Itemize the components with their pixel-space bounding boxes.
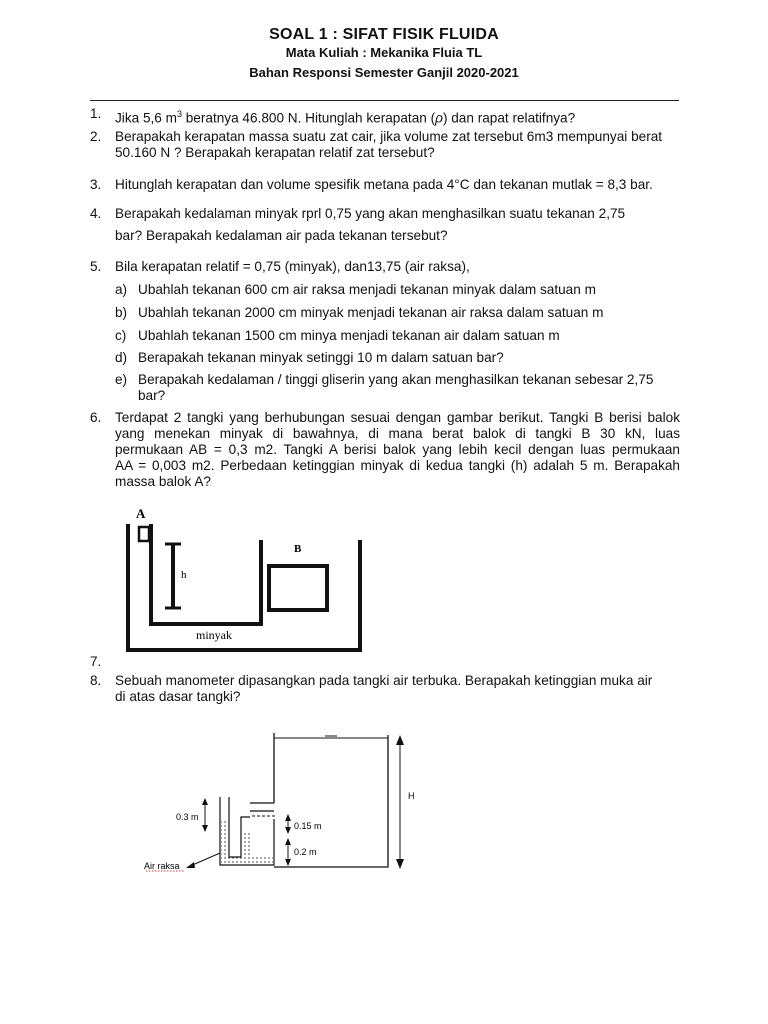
question-text: [115, 106, 680, 127]
question-number: 2.: [90, 129, 102, 144]
question-line: Berapakah kerapatan massa suatu zat cair, jika volume zat tersebut 6m3 mempunyai berat: [115, 129, 663, 144]
question-number: 1.: [90, 106, 102, 121]
arrow-head: [285, 814, 291, 821]
arrow-head: [285, 827, 291, 834]
mercury-bottom: [229, 857, 273, 865]
block-a: [139, 527, 149, 541]
subquestion-d: [115, 350, 680, 366]
superscript: 3: [176, 109, 182, 119]
subquestion-text: [138, 372, 680, 404]
connection-pipe: [250, 803, 274, 811]
subquestion-letter: b): [115, 305, 128, 320]
question-text-part: ) dan rapat relatifnya?: [442, 110, 576, 126]
question-line: AA = 0,003 m2. Perbedaan ketinggian minyak di kedua tangki (h) adalah 5 m. Berapakah: [115, 458, 680, 473]
question-line: 50.160 N ? Berapakah kerapatan relatif zat tersebut?: [115, 145, 435, 160]
question-8: [90, 673, 680, 705]
question-number: 3.: [90, 177, 102, 192]
arrow-head: [202, 798, 208, 805]
question-4: [90, 206, 680, 244]
subquestion-text: Berapakah tekanan minyak setinggi 10 m dalam satuan bar?: [138, 350, 504, 365]
question-number: 7.: [90, 654, 102, 669]
question-text-part: Jika 5,6 m: [115, 110, 177, 126]
question-text: [115, 129, 680, 161]
question-line: di atas dasar tangki?: [115, 689, 241, 704]
oil-label: minyak: [196, 628, 232, 642]
dimension-0.2-label: 0.2 m: [294, 847, 317, 857]
arrow-head: [285, 859, 291, 866]
arrow-head: [186, 862, 195, 868]
subquestion-a: [115, 282, 680, 298]
height-label: h: [181, 569, 187, 581]
subquestion-line: Berapakah kedalaman / tinggi gliserin yang akan menghasilkan tekanan sebesar 2,75: [138, 372, 654, 387]
subquestion-letter: a): [115, 282, 128, 297]
page-title: SOAL 1 : SIFAT FISIK FLUIDA: [269, 26, 499, 43]
mercury-left-column: [221, 821, 229, 865]
question-5: [90, 259, 680, 275]
question-line: bar? Berapakah kedalaman air pada tekanan tersebut?: [115, 228, 448, 243]
subquestion-letter: e): [115, 372, 128, 387]
depth-arrow-head-bottom: [396, 859, 404, 869]
question-line: massa balok A?: [115, 474, 211, 489]
dimension-0.3-label: 0.3 m: [176, 812, 199, 822]
question-text: [115, 206, 680, 244]
subquestion-text: Ubahlah tekanan 1500 cm minya menjadi tekanan air dalam satuan m: [138, 328, 560, 343]
subquestion-text: Ubahlah tekanan 600 cm air raksa menjadi tekanan minyak dalam satuan m: [138, 282, 596, 297]
question-text-part: beratnya 46.800 N. Hitunglah kerapatan (: [181, 110, 436, 126]
question-line: Sebuah manometer dipasangkan pada tangki air terbuka. Berapakah ketinggian muka air: [115, 673, 653, 688]
subquestion-line: bar?: [138, 388, 166, 403]
tanks-diagram: [118, 500, 378, 660]
question-2: [90, 129, 680, 161]
question-3: [90, 177, 680, 193]
manometer-diagram: [140, 725, 440, 885]
arrow-head: [285, 838, 291, 845]
mercury-label: Air raksa: [144, 861, 180, 871]
document-subtitle: Bahan Responsi Semester Ganjil 2020-2021: [249, 65, 519, 80]
question-line: Terdapat 2 tangki yang berhubungan sesuai dengan gambar berikut. Tangki B berisi balok: [115, 410, 680, 425]
question-line: permukaan AB = 0,3 m2. Tangki A berisi balok yang lebih kecil dengan luas permukaan: [115, 442, 680, 457]
question-number: 6.: [90, 410, 102, 425]
question-line: yang menekan minyak di bawahnya, di mana berat balok di tangki B 30 kN, luas: [115, 426, 680, 441]
question-number: 4.: [90, 206, 102, 221]
tank-b-label: B: [294, 543, 302, 555]
subquestion-letter: d): [115, 350, 128, 365]
question-text: Bila kerapatan relatif = 0,75 (minyak), dan13,75 (air raksa),: [115, 259, 470, 274]
subquestion-text: Ubahlah tekanan 2000 cm minyak menjadi tekanan air raksa dalam satuan m: [138, 305, 604, 320]
arrow-head: [202, 825, 208, 832]
subquestion-letter: c): [115, 328, 127, 343]
question-text: [115, 673, 680, 705]
depth-arrow-head-top: [396, 735, 404, 745]
mercury-right-column: [241, 833, 250, 857]
subquestion-c: [115, 328, 680, 344]
course-name: Mata Kuliah : Mekanika Fluia TL: [285, 45, 483, 60]
question-text: [115, 410, 680, 490]
question-1: [90, 106, 680, 127]
dimension-0.15-label: 0.15 m: [294, 821, 322, 831]
depth-label: H: [408, 791, 415, 801]
question-line: Berapakah kedalaman minyak rprl 0,75 yang akan menghasilkan suatu tekanan 2,75: [115, 206, 626, 221]
water-tank: [274, 733, 388, 867]
subquestion-b: [115, 305, 680, 321]
question-6: [90, 410, 680, 490]
block-b: [269, 566, 327, 610]
header-divider: [90, 100, 679, 101]
rho-symbol: ρ: [435, 110, 443, 126]
question-text: Hitunglah kerapatan dan volume spesifik metana pada 4°C dan tekanan mutlak = 8,3 bar.: [115, 177, 653, 192]
question-number: 8.: [90, 673, 102, 688]
question-number: 5.: [90, 259, 102, 274]
subquestion-e: [115, 372, 680, 404]
tank-a-label: A: [136, 506, 146, 521]
